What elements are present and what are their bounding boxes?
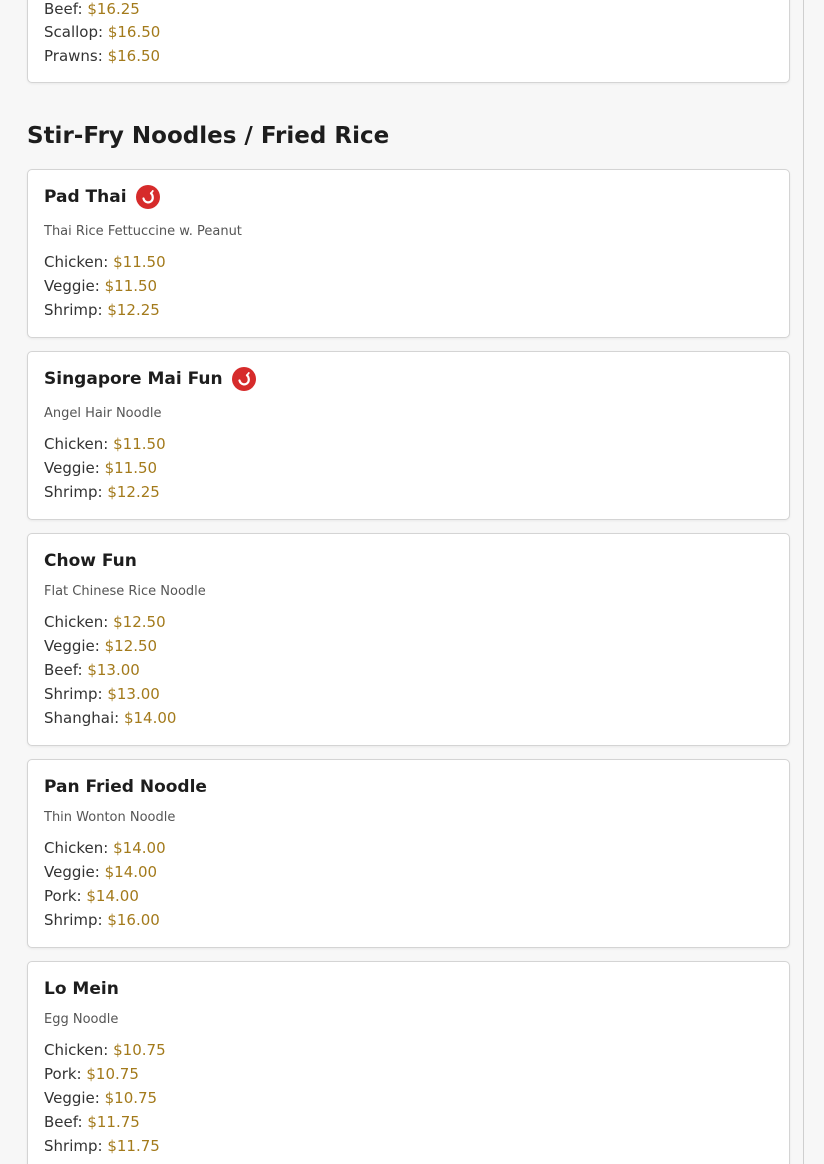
- price-value: $10.75: [104, 1089, 158, 1107]
- item-description: Flat Chinese Rice Noodle: [44, 584, 206, 599]
- price-line: Beef: $11.75: [44, 1113, 140, 1131]
- price-value: $12.25: [107, 483, 160, 501]
- price-line: Veggie: $12.50: [44, 637, 158, 655]
- price-value: $11.50: [104, 277, 158, 295]
- price-value: $16.50: [107, 23, 161, 41]
- page-edge-divider: [803, 0, 804, 1164]
- price-value: $11.75: [107, 1137, 160, 1155]
- price-line: Shrimp: $12.25: [44, 483, 160, 501]
- item-name: Chow Fun: [44, 551, 137, 571]
- item-description: Thin Wonton Noodle: [44, 810, 176, 825]
- price-line: Shrimp: $13.00: [44, 685, 160, 703]
- price-line: Veggie: $14.00: [44, 863, 158, 881]
- price-value: $11.50: [104, 459, 158, 477]
- price-line: Shrimp: $12.25: [44, 301, 160, 319]
- item-name: Lo Mein: [44, 979, 119, 999]
- price-value: $14.00: [104, 863, 158, 881]
- price-line: Beef: $16.25: [44, 0, 140, 18]
- menu-item-card: [27, 169, 790, 338]
- price-value: $11.75: [87, 1113, 140, 1131]
- price-line: Shanghai: $14.00: [44, 709, 177, 727]
- chili-pepper-icon: [232, 367, 256, 391]
- price-line: Scallop: $16.50: [44, 23, 161, 41]
- item-description: Thai Rice Fettuccine w. Peanut: [44, 224, 242, 239]
- price-value: $10.75: [86, 1065, 139, 1083]
- price-line: Veggie: $11.50: [44, 459, 158, 477]
- price-value: $14.00: [123, 709, 177, 727]
- item-title: [44, 777, 207, 797]
- price-line: Shrimp: $11.75: [44, 1137, 160, 1155]
- price-line: Pork: $14.00: [44, 887, 139, 905]
- price-line: Chicken: $11.50: [44, 435, 166, 453]
- price-line: Chicken: $10.75: [44, 1041, 166, 1059]
- price-value: $13.00: [107, 685, 160, 703]
- price-value: $14.00: [86, 887, 139, 905]
- item-title: [44, 185, 160, 209]
- price-value: $11.50: [113, 435, 166, 453]
- item-title: [44, 367, 256, 391]
- price-value: $16.50: [107, 47, 161, 65]
- price-value: $12.25: [107, 301, 160, 319]
- item-name: Singapore Mai Fun: [44, 369, 223, 389]
- item-title: [44, 979, 119, 999]
- price-line: Chicken: $12.50: [44, 613, 166, 631]
- menu-item-card: [27, 759, 790, 948]
- menu-item-card: [27, 351, 790, 520]
- price-value: $11.50: [113, 253, 166, 271]
- price-value: $12.50: [113, 613, 166, 631]
- price-value: $10.75: [113, 1041, 166, 1059]
- section-title: Stir-Fry Noodles / Fried Rice: [27, 123, 390, 149]
- menu-item-card-previous: [27, 0, 790, 83]
- price-line: Chicken: $11.50: [44, 253, 166, 271]
- item-description: Angel Hair Noodle: [44, 406, 162, 421]
- price-value: $16.25: [87, 0, 140, 18]
- item-name: Pan Fried Noodle: [44, 777, 207, 797]
- price-value: $14.00: [113, 839, 166, 857]
- price-line: Shrimp: $16.00: [44, 911, 160, 929]
- chili-pepper-icon: [136, 185, 160, 209]
- price-value: $12.50: [104, 637, 158, 655]
- price-line: Veggie: $10.75: [44, 1089, 158, 1107]
- item-title: [44, 551, 137, 571]
- price-line: Beef: $13.00: [44, 661, 140, 679]
- price-value: $13.00: [87, 661, 140, 679]
- price-line: Prawns: $16.50: [44, 47, 161, 65]
- price-line: Veggie: $11.50: [44, 277, 158, 295]
- price-line: Pork: $10.75: [44, 1065, 139, 1083]
- menu-item-card: [27, 961, 790, 1164]
- price-line: Chicken: $14.00: [44, 839, 166, 857]
- item-name: Pad Thai: [44, 187, 127, 207]
- menu-item-card: [27, 533, 790, 746]
- price-value: $16.00: [107, 911, 160, 929]
- item-description: Egg Noodle: [44, 1012, 119, 1027]
